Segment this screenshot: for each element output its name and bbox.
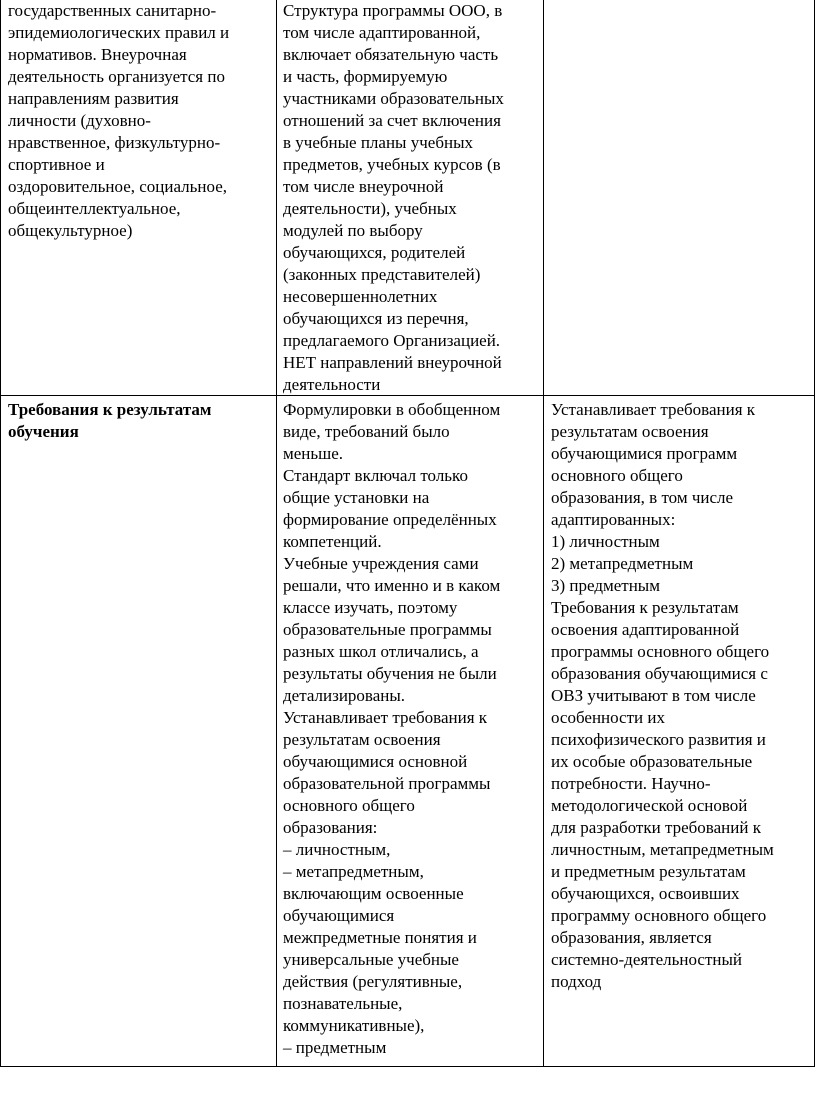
table-cell-r1c1: государственных санитарно- эпидемиологических правил и нормативов. Внеурочная деятельность организуется по направлениям развития личности (духовно- нравственное, физкультурно- спортивное и оздоровительное, социальное, общеинтеллектуальное, общекультурное) <box>8 1 230 240</box>
table-border-left <box>0 0 1 1067</box>
table-cell-r2c2: Формулировки в обобщенном виде, требований было меньше. Стандарт включал только общие установки на формирование определённых компетенций. Учебные учреждения сами решали, что именно и в каком классе изучать, поэтому образовательные программы разных школ отличались, а результаты обучения не были детализированы. Устанавливает требования к результатам освоения обучающимися основной образовательной программы основного общего образования: – личностным, – метапредметным, включающим освоенные обучающимися межпредметные понятия и универсальные учебные действия (регулятивные, познавательные, коммуникативные), – предметным <box>283 400 501 1057</box>
table-border-bottom <box>0 1066 815 1067</box>
table-border-col2 <box>543 0 544 1067</box>
table-border-col1 <box>276 0 277 1067</box>
table-cell-r2c3: Устанавливает требования к результатам освоения обучающимися программ основного общего образования, в том числе адаптированных: 1) личностным 2) метапредметным 3) предметным Требования к результатам освоения адаптированной программы основного общего образования обучающимися с ОВЗ учитывают в том числе особенности их психофизического развития и их особые образовательные потребности. Научно- методологической основой для разработки требований к личностным, метапредметным и предметным результатам обучающихся, освоивших программу основного общего образования, является системно-деятельностный подход <box>551 400 774 991</box>
table-cell-r2c1: Требования к результатам обучения <box>8 400 212 441</box>
table-cell-r1c2: Структура программы ООО, в том числе адаптированной, включает обязательную часть и часть, формируемую участниками образовательных отношений за счет включения в учебные планы учебных предметов, учебных курсов (в том числе внеурочной деятельности), учебных модулей по выбору обучающихся, родителей (законных представителей) несовершеннолетних обучающихся из перечня, предлагаемого Организацией. НЕТ направлений внеурочной деятельности <box>283 1 504 394</box>
table-border-right <box>814 0 815 1067</box>
